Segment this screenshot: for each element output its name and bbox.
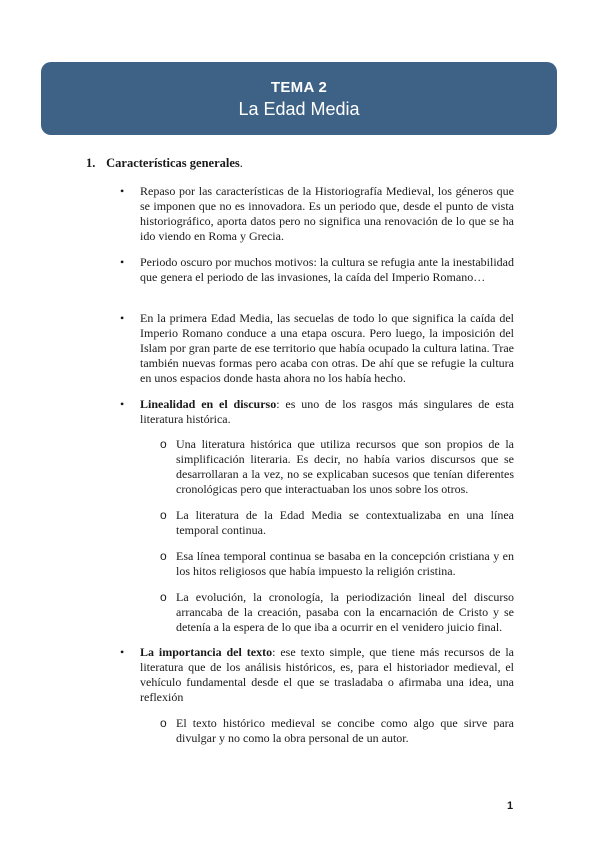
sub-list-item-text: Esa línea temporal continua se basaba en la concepción cristiana y en los hitos religiosos que había impuesto la religión cristina. [176, 549, 514, 578]
page-number: 1 [507, 800, 514, 812]
section-title-period: . [239, 156, 243, 170]
section-title: Características generales [106, 156, 240, 170]
sub-list-item-text: La literatura de la Edad Media se contextualizaba en una línea temporal continua. [176, 508, 514, 537]
list-item [120, 184, 514, 244]
sub-list-item [160, 590, 514, 635]
topic-subtitle: La Edad Media [238, 99, 360, 119]
list-item [120, 645, 514, 705]
section-heading [86, 156, 243, 171]
sub-list-item-text: Una literatura histórica que utiliza recursos que son propios de la simplificación literaria. Es decir, no había varios discursos que se desarrollaran a la vez, no se explicaban sucesos que tenían diferentes cronológicas pero que interactuaban los unos sobre los otros. [176, 437, 514, 496]
header-banner [41, 62, 557, 135]
list-item-text: En la primera Edad Media, las secuelas de todo lo que significa la caída del Imperio Romano conduce a una etapa oscura. Pero luego, la imposición del Islam por gran parte de ese territorio que había ocupado la cultura latina. Trae también nuevas formas pero acaba con otras. De ahí que se refugie la cultura en unos espacios donde hasta ahora no los había hecho. [140, 311, 514, 385]
bullet-marker: • [120, 184, 125, 198]
list-item [120, 311, 514, 386]
list-item-lead: Linealidad en el discurso [140, 397, 277, 411]
topic-title: TEMA 2 [270, 79, 328, 96]
bullet-marker: • [120, 645, 125, 659]
sub-bullet-marker: o [160, 508, 167, 522]
bullet-marker: • [120, 255, 125, 269]
sub-bullet-marker: o [160, 549, 167, 563]
list-item-text: Periodo oscuro por muchos motivos: la cultura se refugia ante la inestabilidad que genera el periodo de las invasiones, la caída del Imperio Romano… [140, 255, 514, 284]
sub-bullet-marker: o [160, 437, 167, 451]
sub-list-item [160, 549, 514, 579]
section-number: 1. [86, 156, 96, 170]
list-item-text: : ese texto simple, que tiene más recursos de la literatura que de los análisis históricos, es, para el historiador medieval, el vehículo fundamental desde el que se trasladaba o afirmaba una idea, una reflexión [140, 645, 514, 704]
sub-bullet-marker: o [160, 716, 167, 730]
sub-list-item [160, 508, 514, 538]
list-item-text: : es uno de los rasgos más singulares de esta literatura histórica. [140, 397, 515, 426]
sub-list-item [160, 437, 514, 497]
sub-list-item-text: El texto histórico medieval se concibe como algo que sirve para divulgar y no como la obra personal de un autor. [176, 716, 514, 745]
sub-bullet-marker: o [160, 590, 167, 604]
bullet-marker: • [120, 397, 125, 411]
sub-list-item [160, 716, 514, 746]
list-item-lead: La importancia del texto [140, 645, 273, 659]
list-item-text: Repaso por las características de la Historiografía Medieval, los géneros que se imponen que no es innovadora. Es un periodo que, desde el punto de vista historiográfico, aporta datos pero no significa una renovación de lo que se ha ido viendo en Roma y Grecia. [140, 184, 514, 243]
list-item [120, 397, 515, 427]
bullet-marker: • [120, 311, 125, 325]
sub-list-item-text: La evolución, la cronología, la periodización lineal del discurso arrancaba de la creación, pasaba con la encarnación de Cristo y se detenía a la espera de lo que iba a ocurrir en el venidero juicio final. [176, 590, 514, 634]
list-item [120, 255, 514, 285]
